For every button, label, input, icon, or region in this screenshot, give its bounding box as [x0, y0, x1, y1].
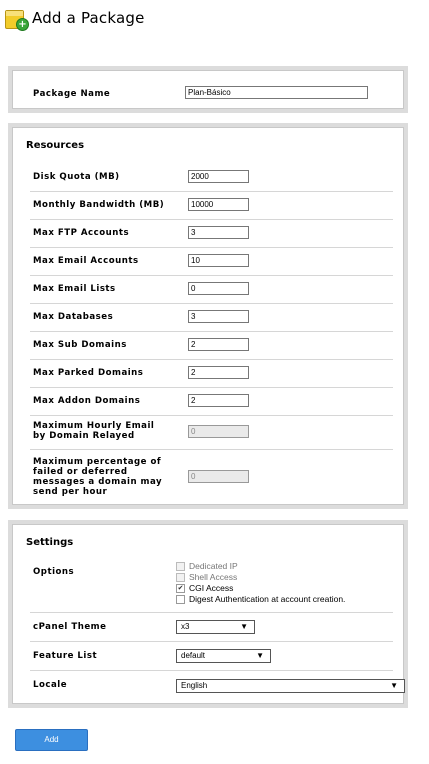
max-addon-domains-input[interactable]: 2 — [188, 394, 249, 407]
max-ftp-input[interactable]: 3 — [188, 226, 249, 239]
max-percent-failed-input[interactable]: 0 — [188, 470, 249, 483]
package-name-label: Package Name — [33, 89, 111, 99]
row-monthly-bandwidth — [30, 191, 393, 220]
add-button[interactable]: Add — [15, 729, 88, 751]
row-max-databases — [30, 303, 393, 332]
max-parked-domains-label: Max Parked Domains — [33, 368, 144, 378]
row-locale — [30, 670, 398, 699]
row-disk-quota — [30, 163, 393, 192]
resources-title: Resources — [26, 140, 85, 151]
max-sub-domains-input[interactable]: 2 — [188, 338, 249, 351]
max-ftp-label: Max FTP Accounts — [33, 228, 130, 238]
max-hourly-email-label: Maximum Hourly Email by Domain Relayed — [33, 421, 155, 441]
feature-list-label: Feature List — [33, 651, 98, 661]
monthly-bandwidth-input[interactable]: 10000 — [188, 198, 249, 211]
page-header — [4, 6, 145, 30]
max-hourly-email-input[interactable]: 0 — [188, 425, 249, 438]
package-name-input[interactable]: Plan-Básico — [185, 86, 368, 99]
chevron-down-icon: ▼ — [390, 681, 398, 690]
chevron-down-icon: ▼ — [240, 622, 248, 631]
max-databases-input[interactable]: 3 — [188, 310, 249, 323]
options-list — [176, 561, 345, 605]
option-shell-access[interactable]: Shell Access — [176, 572, 345, 583]
package-add-icon: + — [4, 6, 28, 30]
cgi-access-checkbox[interactable]: ✔ — [177, 585, 184, 592]
option-dedicated-ip[interactable]: Dedicated IP — [176, 561, 345, 572]
max-percent-failed-label: Maximum percentage of failed or deferred messages a domain may send per hour — [33, 457, 163, 497]
settings-title: Settings — [26, 537, 74, 548]
row-max-sub-domains — [30, 331, 393, 360]
max-email-lists-label: Max Email Lists — [33, 284, 116, 294]
disk-quota-input[interactable]: 2000 — [188, 170, 249, 183]
feature-list-select[interactable]: default ▼ — [176, 649, 271, 663]
chevron-down-icon: ▼ — [256, 651, 264, 660]
row-feature-list — [30, 641, 393, 671]
max-email-accounts-input[interactable]: 10 — [188, 254, 249, 267]
locale-select[interactable]: English ▼ — [176, 679, 405, 693]
row-max-email-lists — [30, 275, 393, 304]
row-options — [30, 562, 393, 613]
option-digest-auth[interactable]: Digest Authentication at account creation. — [176, 594, 345, 605]
cpanel-theme-label: cPanel Theme — [33, 622, 107, 632]
row-max-parked-domains — [30, 359, 393, 388]
package-name-section — [8, 66, 408, 113]
disk-quota-label: Disk Quota (MB) — [33, 172, 120, 182]
max-parked-domains-input[interactable]: 2 — [188, 366, 249, 379]
max-email-lists-input[interactable]: 0 — [188, 282, 249, 295]
row-max-email-accounts — [30, 247, 393, 276]
max-sub-domains-label: Max Sub Domains — [33, 340, 127, 350]
dedicated-ip-checkbox[interactable] — [176, 562, 185, 571]
shell-access-checkbox[interactable] — [176, 573, 185, 582]
monthly-bandwidth-label: Monthly Bandwidth (MB) — [33, 200, 165, 210]
row-cpanel-theme — [30, 612, 393, 642]
page-title: Add a Package — [32, 9, 145, 27]
max-databases-label: Max Databases — [33, 312, 114, 322]
cpanel-theme-select[interactable]: x3 ▼ — [176, 620, 255, 634]
option-cgi-access[interactable]: ✔ CGI Access — [177, 583, 234, 593]
resources-section — [8, 123, 408, 509]
digest-auth-checkbox[interactable] — [176, 595, 185, 604]
max-email-accounts-label: Max Email Accounts — [33, 256, 139, 266]
package-name-row — [30, 84, 393, 102]
row-max-percent-failed — [30, 449, 393, 501]
row-max-hourly-email — [30, 415, 393, 450]
settings-section — [8, 520, 408, 708]
locale-label: Locale — [33, 680, 68, 690]
row-max-addon-domains — [30, 387, 393, 416]
options-label: Options — [33, 567, 75, 577]
row-max-ftp — [30, 219, 393, 248]
max-addon-domains-label: Max Addon Domains — [33, 396, 141, 406]
